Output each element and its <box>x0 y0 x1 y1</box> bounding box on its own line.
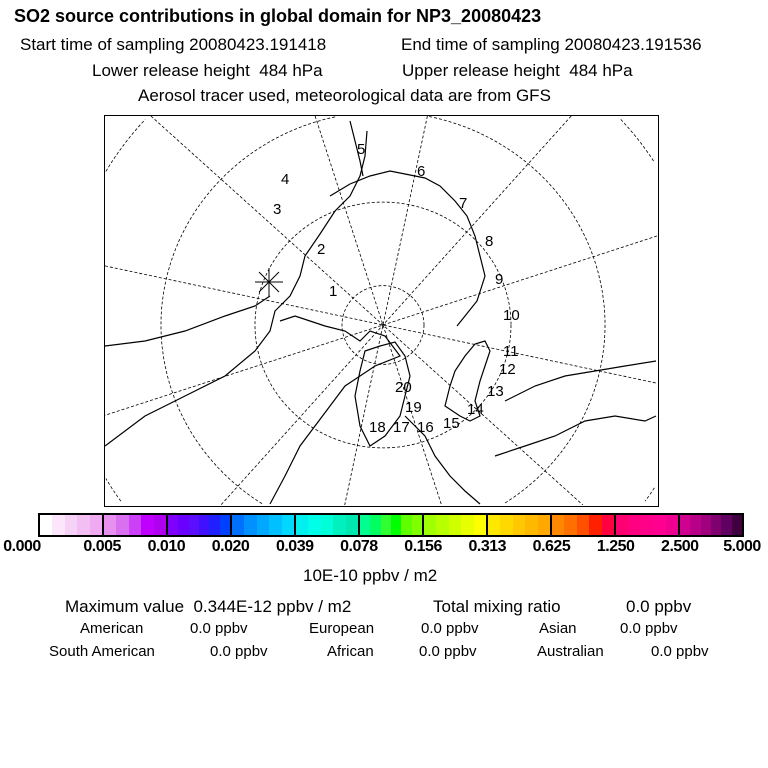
colorbar-swatch <box>381 515 391 535</box>
colorbar-swatch <box>154 515 166 535</box>
latitude-circle <box>161 117 337 504</box>
latitude-circle <box>621 119 655 162</box>
colorbar-swatch <box>391 515 401 535</box>
colorbar-swatch <box>90 515 102 535</box>
colorbar-swatch <box>538 515 550 535</box>
trajectory-label: 15 <box>443 415 460 432</box>
colorbar-tick-label: 0.020 <box>211 538 250 555</box>
colorbar-swatch <box>680 515 690 535</box>
colorbar-swatch <box>616 515 628 535</box>
colorbar-swatch <box>666 515 678 535</box>
coastline-canada-archipelago <box>270 316 400 504</box>
trajectory-label: 11 <box>503 343 519 360</box>
coastline-europe-south <box>495 416 656 456</box>
trajectory-label: 12 <box>499 361 516 378</box>
trajectory-label: 16 <box>417 419 434 436</box>
trajectory-label: 3 <box>273 201 282 218</box>
colorbar-swatch <box>525 515 537 535</box>
colorbar-swatch <box>424 515 436 535</box>
colorbar-tick-label: 0.078 <box>340 538 378 555</box>
colorbar-swatch <box>488 515 500 535</box>
colorbar-tick-label: 5.000 <box>723 538 761 555</box>
colorbar-tick-label: 0.039 <box>275 538 314 555</box>
trajectory-label: 1 <box>329 283 338 300</box>
region-south-american-label: South American <box>49 643 155 660</box>
maximum-value: Maximum value 0.344E-12 ppbv / m2 <box>65 597 352 616</box>
colorbar-swatch <box>77 515 89 535</box>
data-source-note: Aerosol tracer used, meteorological data are from GFS <box>138 86 551 105</box>
colorbar-swatch <box>116 515 128 535</box>
latitude-circle <box>106 119 145 171</box>
colorbar-swatch <box>189 515 199 535</box>
colorbar-swatch <box>282 515 294 535</box>
colorbar-swatch <box>577 515 589 535</box>
colorbar-swatch <box>244 515 256 535</box>
latitude-circle <box>504 325 605 504</box>
colorbar-swatch <box>721 515 731 535</box>
colorbar-swatch <box>628 515 640 535</box>
colorbar-swatch <box>178 515 188 535</box>
colorbar-swatch <box>209 515 219 535</box>
total-mixing-ratio-value: 0.0 ppbv <box>626 597 692 616</box>
colorbar-tick-label: 0.005 <box>83 538 121 555</box>
colorbar-swatch <box>436 515 448 535</box>
colorbar-segment <box>296 515 360 535</box>
colorbar-swatch <box>500 515 512 535</box>
colorbar-swatch <box>232 515 244 535</box>
colorbar-swatch <box>104 515 116 535</box>
colorbar-segment <box>424 515 488 535</box>
colorbar-swatch <box>333 515 345 535</box>
region-american-label: American <box>80 620 144 637</box>
trajectory-label: 9 <box>495 271 504 288</box>
colorbar-swatch <box>474 515 486 535</box>
colorbar-swatch <box>552 515 564 535</box>
map-canvas <box>105 116 657 505</box>
colorbar-swatch <box>653 515 665 535</box>
colorbar-swatch <box>360 515 370 535</box>
upper-release-height: Upper release height 484 hPa <box>402 61 633 80</box>
trajectory-label: 4 <box>281 171 290 188</box>
region-european-value: 0.0 ppbv <box>421 620 479 637</box>
coastlines <box>105 121 656 504</box>
trajectory-label: 18 <box>369 419 386 436</box>
colorbar-swatch <box>321 515 333 535</box>
colorbar-swatch <box>513 515 525 535</box>
trajectory-label: 19 <box>405 399 422 416</box>
colorbar-swatch <box>296 515 308 535</box>
colorbar-swatch <box>257 515 269 535</box>
colorbar-segment <box>360 515 424 535</box>
colorbar-swatch <box>564 515 576 535</box>
colorbar-tick-label: 2.500 <box>661 538 699 555</box>
colorbar-swatch <box>141 515 153 535</box>
meridian-line <box>105 236 657 415</box>
colorbar-segment <box>616 515 680 535</box>
colorbar-swatch <box>370 515 380 535</box>
colorbar-swatch <box>690 515 700 535</box>
latitude-circle <box>645 488 654 501</box>
colorbar-swatch <box>701 515 711 535</box>
colorbar-segment <box>488 515 552 535</box>
colorbar-swatch <box>711 515 721 535</box>
meridian-line <box>105 266 657 383</box>
latitude-circle <box>106 479 121 502</box>
colorbar-swatch <box>129 515 141 535</box>
region-asian-value: 0.0 ppbv <box>620 620 678 637</box>
colorbar-swatch <box>641 515 653 535</box>
plot-title: SO2 source contributions in global domain for NP3_20080423 <box>14 6 542 26</box>
colorbar-swatch <box>308 515 320 535</box>
end-time: End time of sampling 20080423.191536 <box>401 35 702 54</box>
colorbar-segment <box>168 515 232 535</box>
coastline-alaska <box>105 296 270 346</box>
colorbar-segment <box>680 515 742 535</box>
colorbar-segment <box>104 515 168 535</box>
colorbar-swatch <box>269 515 281 535</box>
colorbar-tick-label: 0.010 <box>147 538 186 555</box>
colorbar <box>38 513 744 537</box>
colorbar-tick-label: 0.000 <box>3 538 41 555</box>
region-asian-label: Asian <box>539 620 577 637</box>
trajectory-labels <box>273 141 520 436</box>
trajectory-label: 17 <box>393 419 410 436</box>
trajectory-label: 2 <box>317 241 326 258</box>
colorbar-tick-label: 0.313 <box>468 538 507 555</box>
colorbar-tick-label: 0.156 <box>404 538 442 555</box>
region-australian-value: 0.0 ppbv <box>651 643 709 660</box>
colorbar-swatch <box>449 515 461 535</box>
colorbar-swatch <box>52 515 64 535</box>
colorbar-tick-label: 0.625 <box>532 538 571 555</box>
trajectory-label: 10 <box>503 307 520 324</box>
colorbar-segment <box>232 515 296 535</box>
colorbar-swatch <box>346 515 358 535</box>
colorbar-tick-label: 1.250 <box>596 538 635 555</box>
region-african-label: African <box>327 643 374 660</box>
colorbar-swatch <box>602 515 614 535</box>
trajectory-label: 14 <box>467 401 484 418</box>
trajectory-label: 7 <box>459 195 468 212</box>
colorbar-swatch <box>168 515 178 535</box>
trajectory-label: 5 <box>357 141 366 158</box>
colorbar-swatch <box>40 515 52 535</box>
latitude-circle <box>429 117 605 326</box>
colorbar-unit: 10E-10 ppbv / m2 <box>303 566 438 585</box>
trajectory-label: 20 <box>395 379 412 396</box>
region-african-value: 0.0 ppbv <box>419 643 477 660</box>
colorbar-swatch <box>401 515 411 535</box>
colorbar-swatch <box>732 515 742 535</box>
region-european-label: European <box>309 620 375 637</box>
colorbar-segment <box>552 515 616 535</box>
trajectory-label: 13 <box>487 383 504 400</box>
polar-map <box>104 115 659 507</box>
meridian-line <box>345 116 428 505</box>
region-american-value: 0.0 ppbv <box>190 620 248 637</box>
coastline-north-america <box>105 131 367 446</box>
colorbar-swatch <box>199 515 209 535</box>
region-australian-label: Australian <box>537 643 604 660</box>
lower-release-height: Lower release height 484 hPa <box>92 61 323 80</box>
region-south-american-value: 0.0 ppbv <box>210 643 268 660</box>
graticule <box>105 116 657 505</box>
colorbar-swatch <box>461 515 473 535</box>
trajectory-label: 8 <box>485 233 494 250</box>
colorbar-segment <box>40 515 104 535</box>
trajectory-label: 6 <box>417 163 426 180</box>
colorbar-swatch <box>589 515 601 535</box>
colorbar-swatch <box>412 515 422 535</box>
start-time: Start time of sampling 20080423.191418 <box>20 35 327 54</box>
colorbar-swatch <box>65 515 77 535</box>
colorbar-swatch <box>220 515 230 535</box>
release-marker-icon <box>255 268 283 296</box>
total-mixing-ratio-label: Total mixing ratio <box>433 597 561 616</box>
